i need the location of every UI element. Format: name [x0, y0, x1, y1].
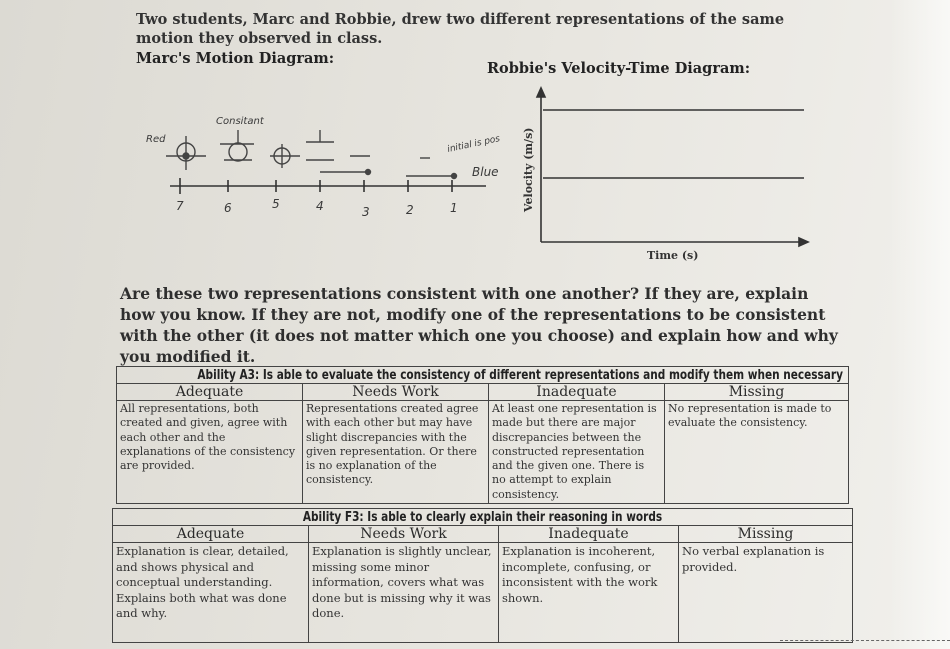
f3-level-inadequate: Inadequate — [548, 526, 629, 542]
a3-desc-inadequate: At least one representation is made but there are major discrepancies between the constructed representation and the given one. There is no attempt to explain consistency. — [492, 402, 657, 501]
tick-1: 1 — [450, 201, 458, 215]
a3-level-inadequate: Inadequate — [536, 384, 617, 400]
handwritten-blue: Blue — [472, 165, 499, 179]
intro-text: Two students, Marc and Robbie, drew two different representations of the same motion they observed in class. — [136, 11, 785, 47]
a3-desc-needs-work: Representations created agree with each other but may have slight discrepancies with the given representation. Or there is no explanation of the consistency. — [306, 402, 479, 487]
rubric-f3-table — [112, 508, 853, 643]
page-edge-shading — [890, 0, 950, 649]
handwritten-red: Red — [146, 134, 166, 145]
vt-y-arrow — [537, 88, 545, 97]
tick-4: 4 — [316, 199, 324, 213]
marc-diagram-label: Marc's Motion Diagram: — [136, 50, 335, 67]
handwritten-initial-note: initial is pos — [446, 134, 502, 155]
rubric-a3-table — [116, 366, 849, 504]
tick-6: 6 — [224, 201, 232, 215]
ability-f3-heading: Ability F3: Is able to clearly explain their reasoning in words — [302, 509, 663, 525]
f3-level-needs-work: Needs Work — [360, 526, 447, 542]
tick-numbers — [176, 197, 458, 219]
f3-desc-inadequate: Explanation is incoherent, incomplete, confusing, or inconsistent with the work shown. — [502, 544, 658, 605]
tick-5: 5 — [272, 197, 280, 211]
a3-level-adequate: Adequate — [175, 384, 244, 400]
tick-7: 7 — [176, 199, 184, 213]
f3-level-adequate: Adequate — [176, 526, 245, 542]
position-axis — [170, 178, 486, 194]
a3-desc-adequate: All representations, both created and given, agree with each other and the explanations of the consistency are provided. — [120, 402, 296, 473]
f3-desc-needs-work: Explanation is slightly unclear, missing some minor information, covers what was done but is missing why it was done. — [312, 544, 492, 620]
next-page-dashes — [780, 640, 950, 643]
a3-level-needs-work: Needs Work — [352, 384, 439, 400]
red-dots — [166, 130, 430, 170]
robbie-diagram-label: Robbie's Velocity-Time Diagram: — [487, 60, 751, 77]
f3-desc-missing: No verbal explanation is provided. — [682, 544, 825, 574]
motion-diagram — [130, 100, 510, 230]
vt-x-arrow — [799, 238, 808, 246]
f3-desc-adequate: Explanation is clear, detailed, and shows physical and conceptual understanding. Explains both what was done and why. — [116, 544, 289, 620]
a3-level-missing: Missing — [728, 384, 785, 400]
a3-desc-missing: No representation is made to evaluate the consistency. — [668, 402, 832, 430]
vt-y-label: Velocity (m/s) — [522, 127, 535, 212]
vt-x-label: Time (s) — [647, 249, 699, 262]
handwritten-consistent: Consitant — [216, 116, 264, 127]
f3-level-missing: Missing — [737, 526, 794, 542]
tick-3: 3 — [362, 205, 370, 219]
question-text: Are these two representations consistent with one another? If they are, explain how you know. If they are not, modify one of the representations to be consistent with the other (it does not matter which one you choose) and explain how and why you modified it. — [120, 284, 838, 366]
ability-a3-heading: Ability A3: Is able to evaluate the consistency of different representations and modify them when necessary — [197, 367, 843, 383]
tick-2: 2 — [406, 203, 414, 217]
velocity-time-diagram — [512, 80, 812, 255]
blue-dots — [320, 170, 457, 179]
